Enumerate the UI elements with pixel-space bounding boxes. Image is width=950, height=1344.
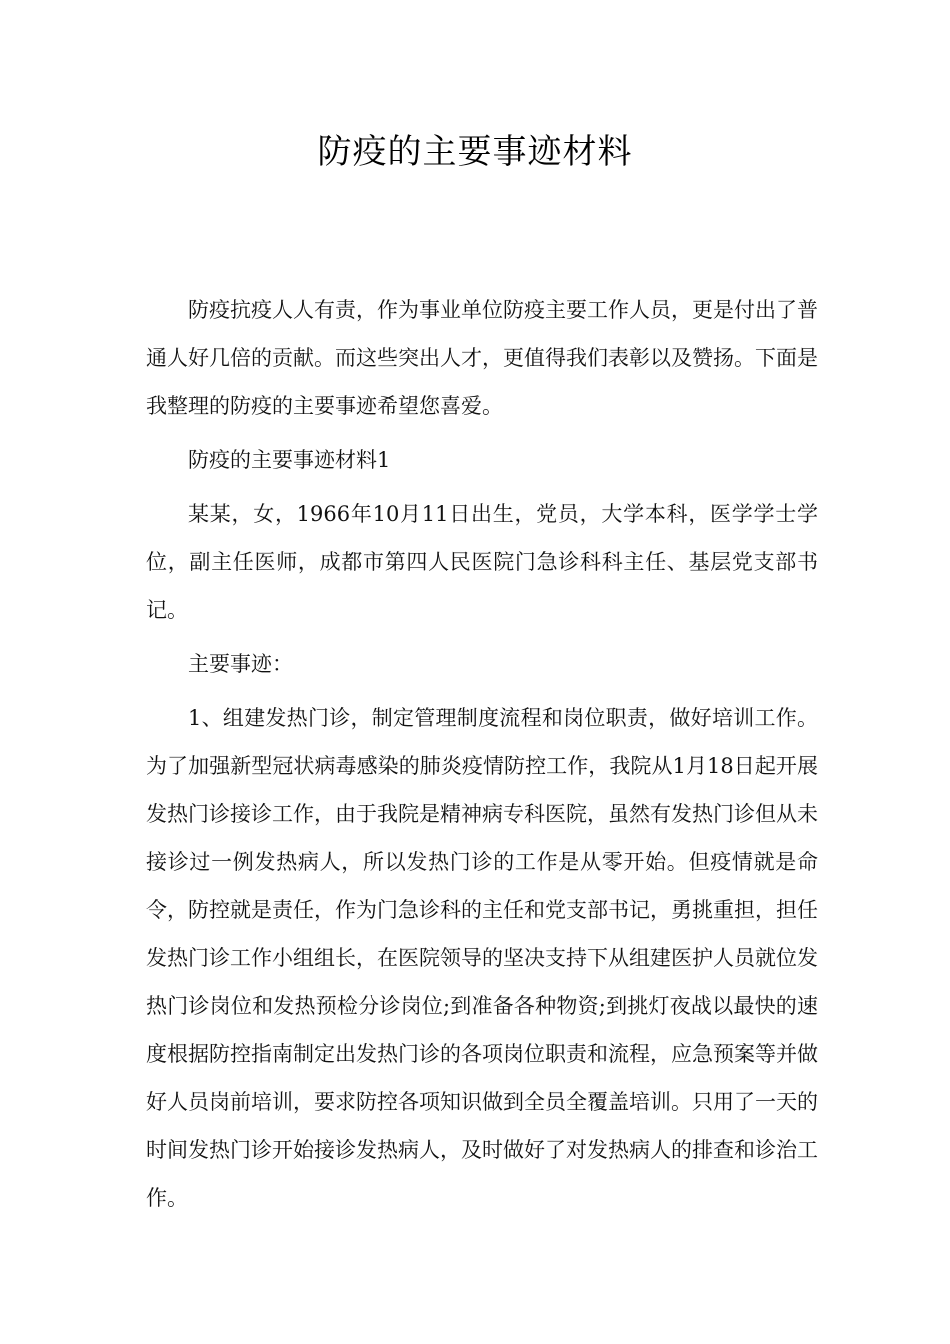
document-title: 防疫的主要事迹材料 <box>317 132 633 172</box>
profile-paragraph: 某某，女，1966年10月11日出生，党员，大学本科，医学学士学位，副主任医师，成都市第四人民医院门急诊科科主任、基层党支部书记。 <box>146 502 818 622</box>
deed-paragraph: 1、组建发热门诊，制定管理制度流程和岗位职责，做好培训工作。为了加强新型冠状病毒感染的肺炎疫情防控工作，我院从1月18日起开展发热门诊接诊工作，由于我院是精神病专科医院，虽然有发热门诊但从未接诊过一例发热病人，所以发热门诊的工作是从零开始。但疫情就是命令，防控就是责任，作为门急诊科的主任和党支部书记，勇挑重担，担任发热门诊工作小组组长，在医院领导的坚决支持下从组建医护人员就位发热门诊岗位和发热预检分诊岗位;到准备各种物资;到挑灯夜战以最快的速度根据防控指南制定出发热门诊的各项岗位职责和流程，应急预案等并做好人员岗前培训，要求防控各项知识做到全员全覆盖培训。只用了一天的时间发热门诊开始接诊发热病人，及时做好了对发热病人的排查和诊治工作。 <box>146 706 818 1210</box>
document-body <box>146 286 818 1228</box>
section-heading: 防疫的主要事迹材料1 <box>188 448 391 472</box>
intro-paragraph: 防疫抗疫人人有责，作为事业单位防疫主要工作人员，更是付出了普通人好几倍的贡献。而这些突出人才，更值得我们表彰以及赞扬。下面是我整理的防疫的主要事迹希望您喜爱。 <box>146 298 818 418</box>
main-deeds-heading: 主要事迹： <box>188 652 293 676</box>
